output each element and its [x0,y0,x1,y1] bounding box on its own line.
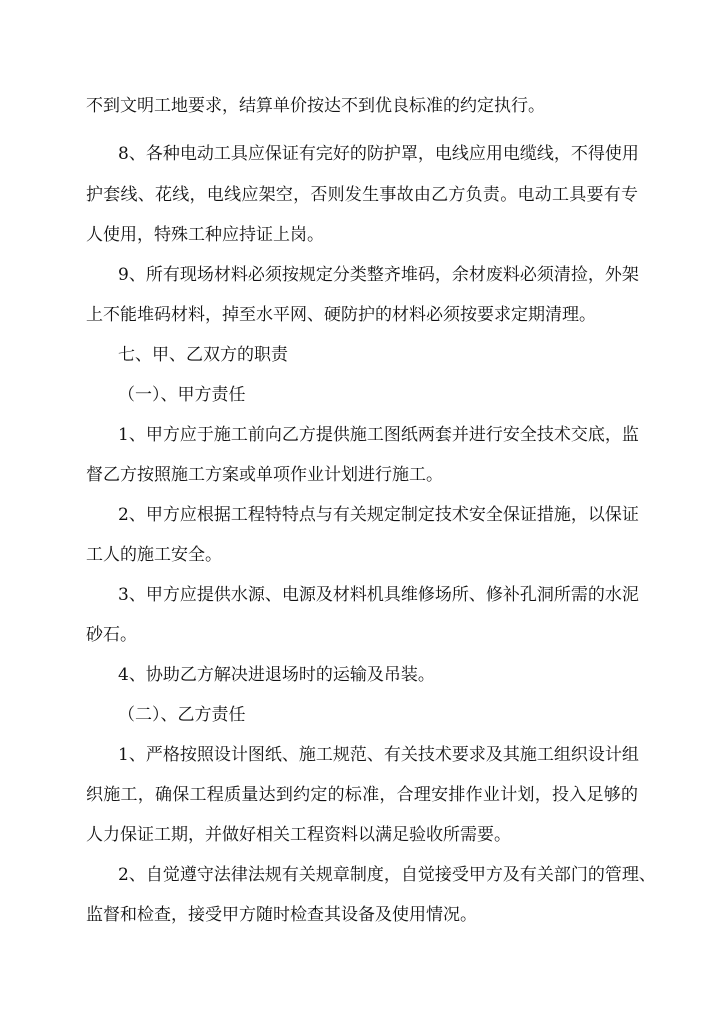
text-line: 督乙方按照施工方案或单项作业计划进行施工。 [86,465,443,485]
text-line: 3、甲方应提供水源、电源及材料机具维修场所、修补孔洞所需的水泥 [118,585,639,605]
text-line: 2、甲方应根据工程特特点与有关规定制定技术安全保证措施，以保证 [118,505,639,525]
text-line: 8、各种电动工具应保证有完好的防护罩，电线应用电缆线，不得使用 [118,144,639,164]
text-line: 织施工，确保工程质量达到约定的标准，合理安排作业计划，投入足够的 [86,785,638,805]
text-line: 2、自觉遵守法律法规有关规章制度，自觉接受甲方及有关部门的管理、 [118,865,656,885]
text-line: 9、所有现场材料必须按规定分类整齐堆码，余材废料必须清捡，外架 [118,265,639,285]
text-line: 上不能堆码材料，掉至水平网、硬防护的材料必须按要求定期清理。 [86,305,596,325]
text-line: 人使用，特殊工种应持证上岗。 [86,225,324,245]
text-line: 护套线、花线，电线应架空，否则发生事故由乙方负责。电动工具要有专 [86,185,638,205]
text-line: 不到文明工地要求，结算单价按达不到优良标准的约定执行。 [86,96,545,116]
text-line: 人力保证工期，并做好相关工程资料以满足验收所需要。 [86,825,511,845]
subsection-heading: （一）、甲方责任 [118,385,246,405]
text-line: 砂石。 [86,625,137,645]
text-line: 工人的施工安全。 [86,545,222,565]
text-line: 监督和检查，接受甲方随时检查其设备及使用情况。 [86,905,477,925]
text-line: 4、协助乙方解决进退场时的运输及吊装。 [118,665,435,685]
subsection-heading: （二）、乙方责任 [118,705,246,725]
text-line: 1、严格按照设计图纸、施工规范、有关技术要求及其施工组织设计组 [118,745,639,765]
section-heading: 七、甲、乙双方的职责 [118,345,288,365]
text-line: 1、甲方应于施工前向乙方提供施工图纸两套并进行安全技术交底，监 [118,425,639,445]
